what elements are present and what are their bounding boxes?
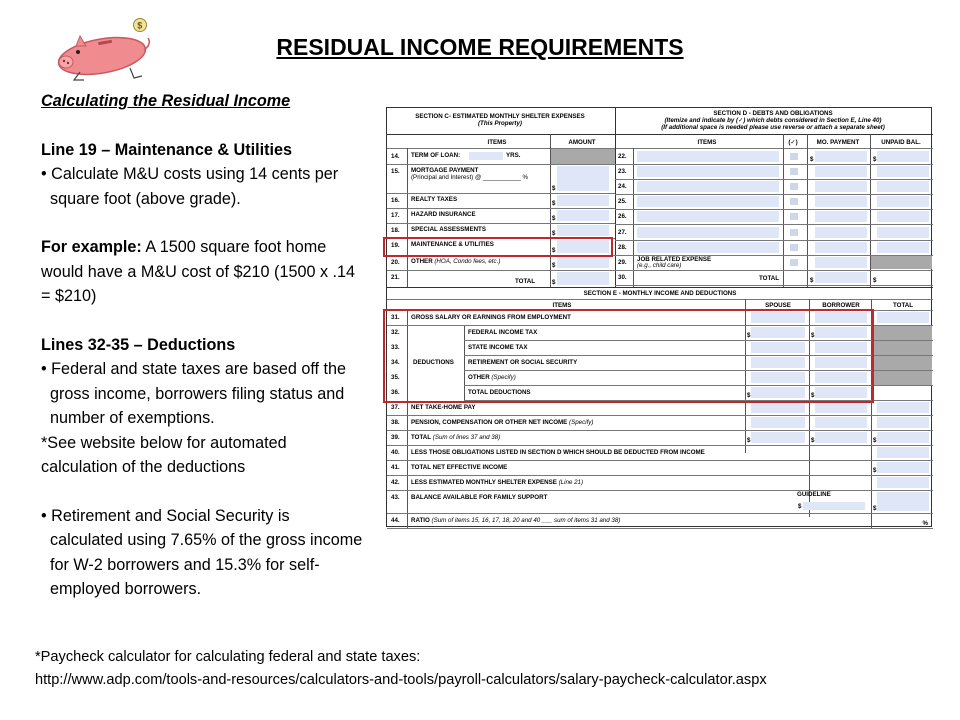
footer-line: *Paycheck calculator for calculating federal and state taxes: bbox=[35, 649, 421, 665]
line19-heading: Line 19 – Maintenance & Utilities bbox=[41, 140, 292, 159]
checkbox[interactable] bbox=[790, 244, 798, 251]
line-label: NET TAKE-HOME PAY bbox=[411, 404, 476, 411]
amount-field[interactable] bbox=[557, 225, 609, 236]
row-divider bbox=[387, 475, 933, 476]
amount-field[interactable] bbox=[557, 210, 609, 221]
deductions-bullet-text: Federal and state taxes are based off the gross income, borrowers filing status and number of exemptions. bbox=[50, 360, 347, 427]
line-label: SPECIAL ASSESSMENTS bbox=[411, 226, 486, 233]
total-field[interactable] bbox=[877, 312, 929, 323]
line-number: 19. bbox=[391, 242, 400, 249]
line-number: 16. bbox=[391, 197, 400, 204]
line-label-note: (HOA, Condo fees, etc.) bbox=[432, 258, 501, 265]
payment-field[interactable] bbox=[815, 211, 867, 222]
row-divider bbox=[615, 270, 933, 271]
total-field[interactable] bbox=[877, 432, 929, 443]
line-number: 30. bbox=[618, 274, 627, 281]
line-number: 14. bbox=[391, 153, 400, 160]
term-suffix: YRS. bbox=[506, 152, 521, 159]
line-label-note: (Sum of items 15, 16, 17, 18, 20 and 40 ___ sum of items 31 and 38) bbox=[429, 517, 621, 524]
line-number: 37. bbox=[391, 404, 400, 411]
line-number: 24. bbox=[618, 183, 627, 190]
total-label: TOTAL bbox=[515, 278, 536, 285]
line-number: 25. bbox=[618, 198, 627, 205]
line-number: 38. bbox=[391, 419, 400, 426]
debt-item-field[interactable] bbox=[637, 151, 779, 162]
line-label: MORTGAGE PAYMENT bbox=[411, 167, 479, 174]
line-number: 31. bbox=[391, 314, 400, 321]
section-e-title: SECTION E - MONTHLY INCOME AND DEDUCTIONS bbox=[583, 290, 737, 297]
line-label: HAZARD INSURANCE bbox=[411, 211, 476, 218]
dollar-sign: $ bbox=[873, 437, 877, 444]
column-header: TOTAL bbox=[892, 302, 914, 309]
dollar-sign: $ bbox=[873, 505, 877, 512]
payment-field[interactable] bbox=[815, 227, 867, 238]
unpaid-field[interactable] bbox=[877, 227, 929, 238]
retirement-bullet-text: Retirement and Social Security is calculated using 7.65% of the gross income for W-2 borrowers and 15.3% for self-employed borrowers. bbox=[50, 506, 363, 598]
line-label-note: (Specify) bbox=[489, 374, 516, 381]
dollar-sign: $ bbox=[552, 247, 556, 254]
dollar-sign: $ bbox=[810, 156, 814, 163]
dollar-sign: $ bbox=[811, 392, 815, 399]
line-label: TOTAL NET EFFECTIVE INCOME bbox=[411, 464, 508, 471]
example-text: A 1500 square foot home would have a M&U cost of $210 (1500 x .14 = $210) bbox=[41, 238, 356, 305]
line-label: GROSS SALARY OR EARNINGS FROM EMPLOYMENT bbox=[411, 314, 571, 321]
line-number: 42. bbox=[391, 479, 400, 486]
unpaid-field[interactable] bbox=[877, 211, 929, 222]
deductions-label: DEDUCTIONS bbox=[413, 359, 454, 366]
payment-field[interactable] bbox=[815, 151, 867, 162]
line-label-note: (Sum of lines 37 and 38) bbox=[431, 434, 501, 441]
debt-item-field[interactable] bbox=[637, 211, 779, 222]
line-label: BALANCE AVAILABLE FOR FAMILY SUPPORT bbox=[411, 494, 548, 501]
row-divider bbox=[615, 285, 933, 286]
borrower-field[interactable] bbox=[815, 432, 867, 443]
row-divider bbox=[387, 193, 615, 194]
line-number: 17. bbox=[391, 212, 400, 219]
line-number: 36. bbox=[391, 389, 400, 396]
example-label: For example: bbox=[41, 238, 142, 256]
unpaid-field[interactable] bbox=[877, 196, 929, 207]
amount-field[interactable] bbox=[557, 272, 609, 285]
debt-item-field[interactable] bbox=[637, 196, 779, 207]
footer-note bbox=[35, 646, 767, 692]
row-divider bbox=[387, 460, 933, 461]
divider bbox=[387, 299, 933, 300]
line-number: 39. bbox=[391, 434, 400, 441]
bullet-item: • Retirement and Social Security is calculated using 7.65% of the gross income for W-2 borrowers and 15.3% for self-employed borrowers. bbox=[41, 506, 363, 598]
percent-sign: % bbox=[922, 520, 928, 527]
line-number: 33. bbox=[391, 344, 400, 351]
line-label: REALTY TAXES bbox=[411, 196, 458, 203]
term-field[interactable] bbox=[469, 152, 503, 160]
highlight-box-deductions bbox=[383, 309, 874, 403]
line-label: LESS THOSE OBLIGATIONS LISTED IN SECTION D WHICH SHOULD BE DEDUCTED FROM INCOME bbox=[411, 449, 705, 456]
dollar-sign: $ bbox=[873, 467, 877, 474]
payment-field[interactable] bbox=[815, 272, 867, 283]
column-header: ITEMS bbox=[697, 139, 717, 146]
row-divider bbox=[615, 194, 933, 195]
checkbox[interactable] bbox=[790, 153, 798, 160]
payment-field[interactable] bbox=[815, 196, 867, 207]
checkbox[interactable] bbox=[790, 229, 798, 236]
divider bbox=[615, 108, 616, 287]
explanation-text bbox=[41, 89, 366, 602]
section-c-subtitle: (This Property) bbox=[477, 120, 522, 127]
row-divider bbox=[387, 513, 933, 514]
row-divider bbox=[615, 164, 933, 165]
line-label: OTHER (Specify) bbox=[468, 374, 516, 381]
dollar-sign: $ bbox=[552, 200, 556, 207]
checkbox[interactable] bbox=[790, 259, 798, 266]
line19-bullet-text: Calculate M&U costs using 14 cents per square foot (above grade). bbox=[50, 165, 339, 208]
total-label: TOTAL bbox=[759, 275, 780, 282]
line-number: 44. bbox=[391, 517, 400, 524]
total-field[interactable] bbox=[877, 402, 929, 413]
spouse-field[interactable] bbox=[751, 402, 805, 413]
borrower-field[interactable] bbox=[815, 402, 867, 413]
line-number: 26. bbox=[618, 213, 627, 220]
line-label: RATIO (Sum of items 15, 16, 17, 18, 20 and 40 ___ sum of items 31 and 38) bbox=[411, 517, 621, 524]
calculator-link[interactable]: http://www.adp.com/tools-and-resources/calculators-and-tools/payroll-calculators/salary-paycheck-calculator.aspx bbox=[35, 672, 767, 688]
line-label: TOTAL (Sum of lines 37 and 38) bbox=[411, 434, 501, 441]
dollar-sign: $ bbox=[810, 277, 814, 284]
line-label: TERM OF LOAN: bbox=[411, 152, 461, 159]
line-number: 27. bbox=[618, 229, 627, 236]
payment-field[interactable] bbox=[815, 242, 867, 253]
dollar-sign: $ bbox=[811, 437, 815, 444]
debt-item-field[interactable] bbox=[637, 242, 779, 253]
row-divider bbox=[387, 528, 933, 529]
line-number: 40. bbox=[391, 449, 400, 456]
divider bbox=[387, 134, 933, 135]
total-field[interactable] bbox=[877, 462, 929, 473]
row-divider bbox=[387, 490, 933, 491]
unpaid-field[interactable] bbox=[877, 166, 929, 177]
line-number: 35. bbox=[391, 374, 400, 381]
example-paragraph bbox=[41, 235, 366, 309]
total-field[interactable] bbox=[877, 477, 929, 488]
line-label-note: (Specify) bbox=[567, 419, 594, 426]
dollar-sign: $ bbox=[747, 437, 751, 444]
divider bbox=[387, 148, 933, 149]
dollar-sign: $ bbox=[552, 230, 556, 237]
row-divider bbox=[387, 270, 615, 271]
line-label: RETIREMENT OR SOCIAL SECURITY bbox=[468, 359, 578, 366]
checkbox[interactable] bbox=[790, 213, 798, 220]
dollar-sign: $ bbox=[747, 332, 751, 339]
line-number: 20. bbox=[391, 259, 400, 266]
deductions-note: *See website below for automated calculation of the deductions bbox=[41, 433, 287, 476]
amount-field[interactable] bbox=[557, 166, 609, 191]
divider bbox=[807, 134, 808, 287]
payment-field[interactable] bbox=[815, 181, 867, 192]
line-label-note: (Line 21) bbox=[556, 479, 584, 486]
unpaid-field[interactable] bbox=[877, 151, 929, 162]
bullet-item: • Calculate M&U costs using 14 cents per square foot (above grade). bbox=[41, 165, 339, 208]
line-number: 34. bbox=[391, 359, 400, 366]
column-header: MO. PAYMENT bbox=[816, 139, 860, 146]
section-d-header bbox=[615, 110, 931, 131]
row-divider bbox=[387, 430, 933, 431]
line-number: 21. bbox=[391, 274, 400, 281]
line-label: TOTAL DEDUCTIONS bbox=[468, 389, 531, 396]
section-c-header bbox=[391, 113, 609, 127]
debt-item-field[interactable] bbox=[637, 181, 779, 192]
divider bbox=[407, 148, 408, 287]
guideline-label: GUIDELINE bbox=[797, 491, 831, 498]
line-label-note: (Principal and Interest) @ ___________ % bbox=[411, 174, 529, 181]
total-field[interactable] bbox=[877, 447, 929, 458]
line-label: MAINTENANCE & UTILITIES bbox=[411, 241, 494, 248]
line-label: PENSION, COMPENSATION OR OTHER NET INCOME (Specify) bbox=[411, 419, 594, 426]
spouse-field[interactable] bbox=[751, 417, 805, 428]
dollar-sign: $ bbox=[552, 279, 556, 286]
column-header: UNPAID BAL. bbox=[881, 139, 921, 146]
line-number: 28. bbox=[618, 244, 627, 251]
section-d-subtitle: (Itemize and indicate by (✓) which debts considered in Section E, Line 40) bbox=[664, 117, 882, 124]
column-header: SPOUSE bbox=[765, 302, 791, 309]
shaded-cell bbox=[872, 326, 932, 386]
checkbox[interactable] bbox=[790, 198, 798, 205]
column-header: AMOUNT bbox=[568, 139, 596, 146]
line-label: FEDERAL INCOME TAX bbox=[468, 329, 538, 336]
payment-field[interactable] bbox=[815, 166, 867, 177]
checkbox[interactable] bbox=[790, 168, 798, 175]
deductions-heading: Lines 32-35 – Deductions bbox=[41, 335, 236, 354]
dollar-sign: $ bbox=[747, 392, 751, 399]
dollar-sign: $ bbox=[873, 156, 877, 163]
row-divider bbox=[615, 240, 933, 241]
divider bbox=[387, 287, 933, 288]
amount-field[interactable] bbox=[557, 257, 609, 268]
column-header: ITEMS bbox=[487, 139, 507, 146]
dollar-sign: $ bbox=[552, 215, 556, 222]
line-label-note: (e.g., child care) bbox=[637, 262, 682, 269]
dollar-sign: $ bbox=[552, 185, 556, 192]
dollar-sign: $ bbox=[798, 503, 802, 510]
column-header: (✓) bbox=[788, 139, 798, 146]
svg-text:$: $ bbox=[137, 20, 143, 31]
line-number: 43. bbox=[391, 494, 400, 501]
highlight-box-line-19 bbox=[383, 237, 613, 257]
row-divider bbox=[387, 164, 615, 165]
line-number: 15. bbox=[391, 168, 400, 175]
line-label: JOB RELATED EXPENSE bbox=[637, 256, 712, 263]
line-number: 22. bbox=[618, 153, 627, 160]
section-d-subtitle: (If additional space is needed please use reverse or attach a separate sheet) bbox=[661, 124, 885, 131]
page-title: RESIDUAL INCOME REQUIREMENTS bbox=[276, 34, 684, 60]
debt-item-field[interactable] bbox=[637, 166, 779, 177]
row-divider bbox=[387, 223, 615, 224]
line-label: LESS ESTIMATED MONTHLY SHELTER EXPENSE (Line 21) bbox=[411, 479, 584, 486]
column-header: BORROWER bbox=[822, 302, 860, 309]
section-c-title: SECTION C- ESTIMATED MONTHLY SHELTER EXPENSES bbox=[415, 113, 585, 120]
bullet-item: • Federal and state taxes are based off the gross income, borrowers filing status and number of exemptions. bbox=[41, 360, 347, 427]
row-divider bbox=[387, 445, 933, 446]
divider bbox=[783, 134, 784, 287]
row-divider bbox=[615, 224, 933, 225]
borrower-field[interactable] bbox=[815, 417, 867, 428]
dollar-sign: $ bbox=[811, 332, 815, 339]
total-field[interactable] bbox=[877, 417, 929, 428]
line-number: 18. bbox=[391, 227, 400, 234]
row-divider bbox=[387, 208, 615, 209]
line-number: 32. bbox=[391, 329, 400, 336]
line-number: 41. bbox=[391, 464, 400, 471]
divider bbox=[633, 148, 634, 287]
line-number: 29. bbox=[618, 259, 627, 266]
row-divider bbox=[387, 415, 933, 416]
spouse-field[interactable] bbox=[751, 432, 805, 443]
total-field[interactable] bbox=[877, 492, 929, 511]
unpaid-field[interactable] bbox=[877, 181, 929, 192]
checkbox[interactable] bbox=[790, 183, 798, 190]
shaded-cell bbox=[871, 255, 932, 269]
row-divider bbox=[615, 209, 933, 210]
line-number: 23. bbox=[618, 168, 627, 175]
unpaid-field[interactable] bbox=[877, 242, 929, 253]
amount-field[interactable] bbox=[557, 195, 609, 206]
section-d-title: SECTION D - DEBTS AND OBLIGATIONS bbox=[713, 110, 833, 117]
line-label: OTHER (HOA, Condo fees, etc.) bbox=[411, 258, 501, 265]
dollar-sign: $ bbox=[552, 262, 556, 269]
line-label: STATE INCOME TAX bbox=[468, 344, 528, 351]
dollar-sign: $ bbox=[873, 277, 877, 284]
section-subtitle: Calculating the Residual Income bbox=[41, 92, 291, 110]
payment-field[interactable] bbox=[815, 257, 867, 268]
debt-item-field[interactable] bbox=[637, 227, 779, 238]
guideline-field[interactable] bbox=[803, 502, 865, 510]
row-divider bbox=[615, 179, 933, 180]
shaded-cell bbox=[551, 149, 615, 164]
column-header: ITEMS bbox=[552, 302, 572, 309]
